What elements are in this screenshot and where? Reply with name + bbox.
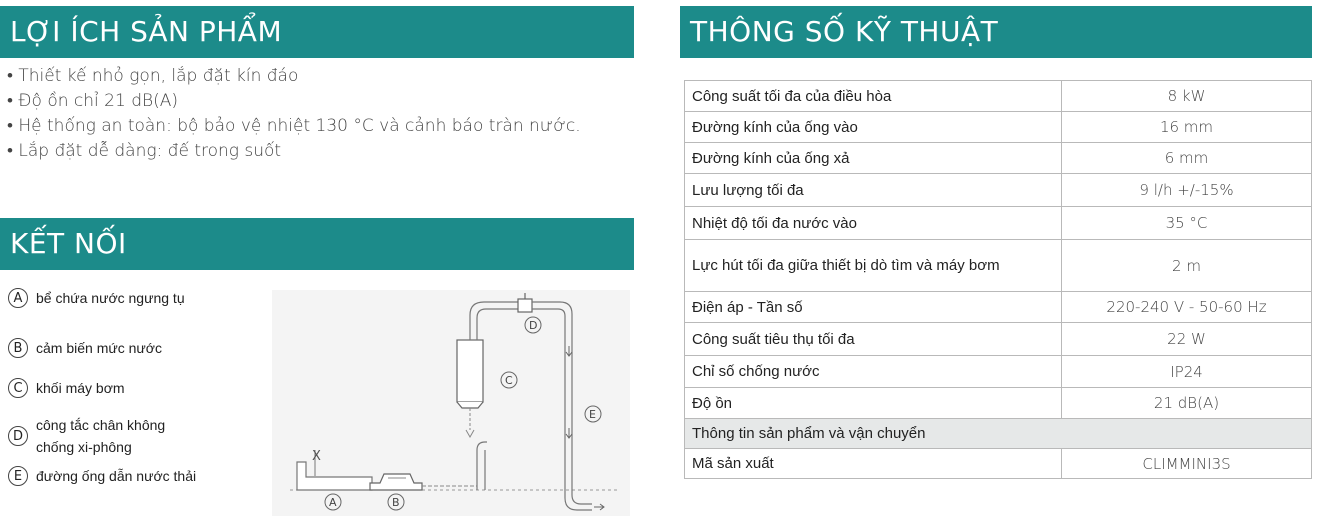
tank-x-label: X <box>312 449 321 464</box>
pump-unit <box>457 340 483 402</box>
spec-label: Công suất tiêu thụ tối đa <box>685 323 1062 356</box>
diagram-label-d: D <box>529 319 538 332</box>
spec-value: 21 dB(A) <box>1062 388 1312 419</box>
table-row <box>685 112 1312 143</box>
benefits-list <box>7 64 627 164</box>
benefit-item: • Lắp đặt dễ dàng: đế trong suốt <box>7 141 282 161</box>
legend-item-d <box>8 414 208 458</box>
anti-siphon-valve <box>518 299 532 312</box>
spec-value: 16 mm <box>1062 112 1312 143</box>
table-row <box>685 240 1312 292</box>
spec-label: Điện áp - Tần số <box>685 292 1062 323</box>
legend-letter: B <box>8 338 28 358</box>
table-section-row <box>685 419 1312 449</box>
specs-table <box>684 80 1312 479</box>
benefit-item: • Thiết kế nhỏ gọn, lắp đặt kín đáo <box>7 66 299 86</box>
legend-text: khối máy bơm <box>36 380 125 396</box>
table-row <box>685 449 1312 479</box>
table-row <box>685 174 1312 207</box>
spec-value: IP24 <box>1062 356 1312 388</box>
legend-item-a <box>8 288 185 308</box>
legend-text: đường ống dẫn nước thải <box>36 468 197 484</box>
benefit-item: • Độ ồn chỉ 21 dB(A) <box>7 91 179 111</box>
diagram-label-a: A <box>329 496 337 509</box>
spec-label: Lưu lượng tối đa <box>685 174 1062 207</box>
table-row <box>685 292 1312 323</box>
product-code-label: Mã sản xuất <box>685 449 1062 479</box>
spec-value: 9 l/h +/-15% <box>1062 174 1312 207</box>
legend-text: cảm biến mức nước <box>36 340 162 356</box>
legend-letter: A <box>8 288 28 308</box>
specs-header <box>680 6 1312 58</box>
spec-value: 22 W <box>1062 323 1312 356</box>
table-row <box>685 143 1312 174</box>
benefits-header <box>0 6 634 58</box>
spec-value: 8 kW <box>1062 81 1312 112</box>
connection-title: KẾT NỐI <box>10 227 127 260</box>
diagram-label-b: B <box>392 496 400 509</box>
benefit-item: • Hệ thống an toàn: bộ bảo vệ nhiệt 130 °C và cảnh báo tràn nước. <box>7 116 581 136</box>
connection-header <box>0 218 634 270</box>
legend-letter: D <box>8 426 28 446</box>
spec-value: 35 °C <box>1062 207 1312 240</box>
spec-label: Chỉ số chống nước <box>685 356 1062 388</box>
legend-letter: C <box>8 378 28 398</box>
table-row <box>685 388 1312 419</box>
diagram-label-c: C <box>505 374 513 387</box>
table-row <box>685 323 1312 356</box>
spec-label: Đường kính của ống xả <box>685 143 1062 174</box>
legend-item-b <box>8 338 162 358</box>
spec-label: Lực hút tối đa giữa thiết bị dò tìm và máy bơm <box>685 240 1062 292</box>
connection-diagram <box>272 290 630 516</box>
legend-item-c <box>8 378 125 398</box>
section-title: Thông tin sản phẩm và vận chuyển <box>685 419 1312 449</box>
table-row <box>685 356 1312 388</box>
spec-value: 2 m <box>1062 240 1312 292</box>
product-code-value: CLIMMINI3S <box>1062 449 1312 479</box>
spec-label: Nhiệt độ tối đa nước vào <box>685 207 1062 240</box>
specs-title: THÔNG SỐ KỸ THUẬT <box>690 15 999 48</box>
table-row <box>685 81 1312 112</box>
legend-text: công tắc chân không chống xi-phông <box>36 417 166 455</box>
spec-value: 6 mm <box>1062 143 1312 174</box>
spec-label: Độ ồn <box>685 388 1062 419</box>
legend-item-e <box>8 466 196 486</box>
table-row <box>685 207 1312 240</box>
spec-label: Công suất tối đa của điều hòa <box>685 81 1062 112</box>
connection-diagram-svg <box>272 290 630 516</box>
legend-letter: E <box>8 466 28 486</box>
benefits-title: LỢI ÍCH SẢN PHẨM <box>10 15 283 48</box>
legend-text: bể chứa nước ngưng tụ <box>36 290 185 306</box>
spec-value: 220-240 V - 50-60 Hz <box>1062 292 1312 323</box>
spec-label: Đường kính của ống vào <box>685 112 1062 143</box>
diagram-label-e: E <box>589 408 596 421</box>
